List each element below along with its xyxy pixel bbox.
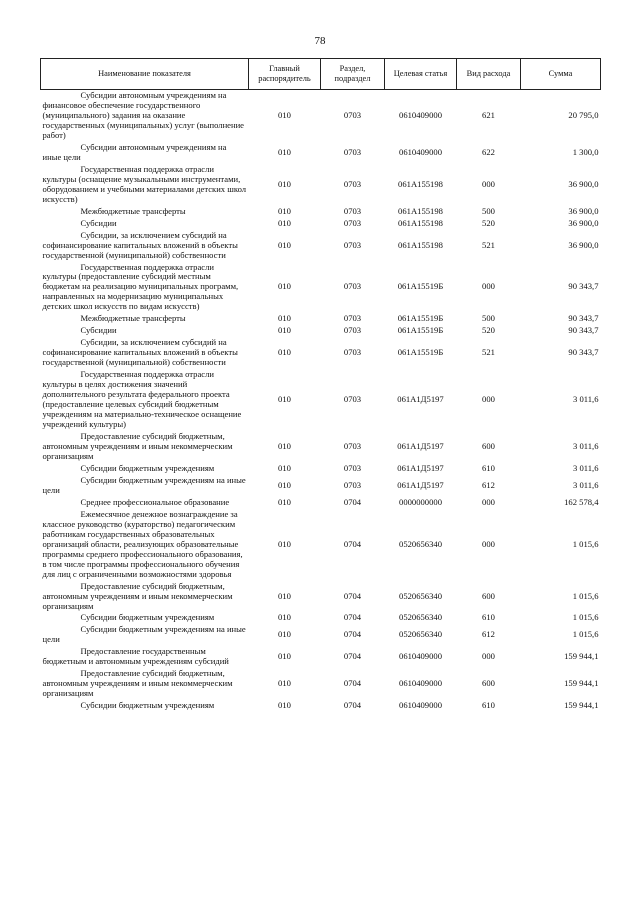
row-name: Предоставление государственным бюджетным и автономным учреждениям субсидий: [42, 646, 229, 667]
row-manager: 010: [278, 462, 291, 473]
row-target: 061А155198: [398, 178, 443, 189]
table-row: [41, 325, 601, 337]
row-target: 061А155198: [398, 205, 443, 216]
row-section: 0703: [343, 394, 362, 405]
row-name: Предоставление субсидий бюджетным, автономным учреждениям и иным некоммерческим организациям: [42, 668, 233, 699]
row-target: 0520656340: [399, 612, 442, 623]
row-sum: 90 343,7: [568, 313, 599, 324]
row-manager: 010: [278, 629, 291, 640]
row-manager: 010: [278, 538, 291, 549]
row-section: 0703: [343, 479, 362, 490]
row-target: 061А15519Б: [397, 281, 444, 292]
row-manager: 010: [278, 347, 291, 358]
row-type: 520: [482, 217, 495, 228]
row-manager: 010: [278, 394, 291, 405]
table-row: [41, 337, 601, 369]
row-target: 0520656340: [399, 629, 442, 640]
table-body: [41, 90, 601, 713]
table-row: [41, 509, 601, 581]
table-row: [41, 497, 601, 509]
row-manager: 010: [278, 146, 291, 157]
row-target: 061А1Д5197: [397, 462, 444, 473]
table-row: [41, 463, 601, 475]
table-row: [41, 206, 601, 218]
row-sum: 3 011,6: [573, 479, 599, 490]
row-manager: 010: [278, 651, 291, 662]
table-row: [41, 230, 601, 262]
header-manager: Главный распорядитель: [249, 59, 321, 90]
row-sum: 162 578,4: [564, 496, 599, 507]
row-name: Субсидии: [80, 325, 117, 336]
row-manager: 010: [278, 178, 291, 189]
row-manager: 010: [278, 217, 291, 228]
row-section: 0704: [343, 612, 362, 623]
row-manager: 010: [278, 612, 291, 623]
row-section: 0703: [343, 146, 362, 157]
row-type: 000: [482, 651, 495, 662]
row-manager: 010: [278, 479, 291, 490]
row-type: 622: [482, 146, 495, 157]
row-section: 0703: [343, 205, 362, 216]
row-type: 000: [482, 281, 495, 292]
row-target: 061А15519Б: [397, 313, 444, 324]
row-type: 000: [482, 496, 495, 507]
table-row: [41, 668, 601, 700]
row-sum: 1 015,6: [572, 612, 599, 623]
row-target: 0610409000: [399, 678, 442, 689]
table-row: [41, 581, 601, 613]
row-manager: 010: [278, 440, 291, 451]
row-target: 061А155198: [398, 217, 443, 228]
row-target: 061А1Д5197: [397, 440, 444, 451]
row-type: 610: [482, 462, 495, 473]
row-sum: 36 900,0: [568, 217, 599, 228]
row-name: Субсидии бюджетным учреждениям на иные цели: [42, 474, 246, 495]
header-section: Раздел, подраздел: [321, 59, 385, 90]
table-row: [41, 475, 601, 497]
row-name: Субсидии автономным учреждениям на иные цели: [42, 141, 227, 162]
row-target: 0610409000: [399, 109, 442, 120]
row-section: 0703: [343, 325, 362, 336]
header-name: Наименование показателя: [41, 59, 249, 90]
row-manager: 010: [278, 109, 291, 120]
row-type: 612: [482, 629, 495, 640]
table-row: [41, 262, 601, 314]
row-target: 061А1Д5197: [397, 394, 444, 405]
row-target: 0520656340: [399, 538, 442, 549]
table-row: [41, 142, 601, 164]
row-name: Субсидии бюджетным учреждениям: [80, 700, 215, 711]
row-target: 0000000000: [399, 496, 442, 507]
row-section: 0703: [343, 109, 362, 120]
table-row: [41, 646, 601, 668]
table-row: [41, 313, 601, 325]
table-row: [41, 164, 601, 206]
row-section: 0704: [343, 651, 362, 662]
row-target: 061А15519Б: [397, 325, 444, 336]
row-name: Межбюджетные трансферты: [80, 205, 186, 216]
row-sum: 159 944,1: [564, 700, 599, 711]
header-type: Вид расхода: [457, 59, 521, 90]
table-row: [41, 700, 601, 712]
row-name: Среднее профессиональное образование: [80, 496, 230, 507]
row-section: 0704: [343, 496, 362, 507]
row-type: 000: [482, 178, 495, 189]
row-section: 0703: [343, 462, 362, 473]
row-target: 0610409000: [399, 146, 442, 157]
header-target: Целевая статья: [385, 59, 457, 90]
row-sum: 36 900,0: [568, 239, 599, 250]
row-section: 0704: [343, 678, 362, 689]
row-section: 0704: [343, 538, 362, 549]
row-section: 0703: [343, 239, 362, 250]
table-row: [41, 612, 601, 624]
row-section: 0703: [343, 217, 362, 228]
row-type: 621: [482, 109, 495, 120]
row-name: Субсидии, за исключением субсидий на софинансирование капитальных вложений в объекты государственной (муниципальной) собственности: [42, 229, 238, 260]
row-section: 0703: [343, 313, 362, 324]
row-sum: 3 011,6: [573, 462, 599, 473]
row-section: 0703: [343, 440, 362, 451]
row-sum: 1 015,6: [572, 590, 599, 601]
row-name: Ежемесячное денежное вознаграждение за классное руководство (кураторство) педагогическим работникам государственных образовательных организаций области, реализующих образовательные программы среднего профессионального образования, в том числе программы профессионального обучения для лиц с ограниченными возможностями здоровья: [42, 508, 243, 579]
row-type: 000: [482, 394, 495, 405]
row-manager: 010: [278, 590, 291, 601]
table-header: [41, 59, 601, 90]
row-manager: 010: [278, 313, 291, 324]
row-type: 521: [482, 239, 495, 250]
row-type: 612: [482, 479, 495, 490]
row-manager: 010: [278, 239, 291, 250]
row-sum: 90 343,7: [568, 347, 599, 358]
row-name: Государственная поддержка отрасли культуры (предоставление субсидий местным бюджетам на реализацию муниципальных программ, направленных на модернизацию муниципальных детских школ искусств по видам искусств): [42, 261, 239, 312]
row-target: 0520656340: [399, 590, 442, 601]
row-name: Субсидии: [80, 217, 117, 228]
row-name: Государственная поддержка отрасли культуры (оснащение музыкальными инструментами, оборудованием и учебными материалами детских школ искусств): [42, 163, 247, 204]
row-sum: 3 011,6: [573, 440, 599, 451]
row-type: 600: [482, 590, 495, 601]
row-type: 500: [482, 313, 495, 324]
row-target: 0610409000: [399, 651, 442, 662]
row-sum: 1 015,6: [572, 629, 599, 640]
row-sum: 20 795,0: [568, 109, 599, 120]
row-name: Государственная поддержка отрасли культуры в целях достижения значений дополнительного результата федерального проекта (предоставление целевых субсидий бюджетным учреждениям на материально-техническое оснащение учреждений культуры): [42, 369, 242, 430]
row-section: 0704: [343, 590, 362, 601]
row-name: Предоставление субсидий бюджетным, автономным учреждениям и иным некоммерческим организациям: [42, 431, 233, 461]
row-sum: 3 011,6: [573, 394, 599, 405]
row-manager: 010: [278, 325, 291, 336]
row-type: 610: [482, 612, 495, 623]
budget-table: [40, 58, 601, 712]
row-name: Субсидии бюджетным учреждениям: [80, 462, 215, 473]
row-type: 500: [482, 205, 495, 216]
table-row: [41, 369, 601, 431]
row-sum: 159 944,1: [564, 678, 599, 689]
row-type: 000: [482, 538, 495, 549]
table-row: [41, 90, 601, 142]
row-sum: 1 015,6: [572, 538, 599, 549]
row-target: 061А1Д5197: [397, 479, 444, 490]
row-type: 521: [482, 347, 495, 358]
row-manager: 010: [278, 281, 291, 292]
row-section: 0703: [343, 281, 362, 292]
header-row: [41, 59, 601, 90]
row-sum: 1 300,0: [572, 146, 599, 157]
row-name: Субсидии, за исключением субсидий на софинансирование капитальных вложений в объекты государственной (муниципальной) собственности: [42, 337, 238, 368]
row-name: Межбюджетные трансферты: [80, 313, 186, 324]
row-sum: 36 900,0: [568, 205, 599, 216]
row-target: 0610409000: [399, 700, 442, 711]
row-sum: 36 900,0: [568, 178, 599, 189]
row-section: 0704: [343, 629, 362, 640]
table-row: [41, 218, 601, 230]
table-row: [41, 431, 601, 463]
row-target: 061А15519Б: [397, 347, 444, 358]
row-section: 0703: [343, 178, 362, 189]
row-type: 600: [482, 440, 495, 451]
row-manager: 010: [278, 678, 291, 689]
row-section: 0703: [343, 347, 362, 358]
page-number: 78: [314, 35, 326, 47]
row-sum: 90 343,7: [568, 325, 599, 336]
row-name: Субсидии автономным учреждениям на финансовое обеспечение государственного (муниципального) задания на оказание государственных (муниципальных) услуг (выполнение работ): [42, 90, 244, 140]
row-type: 610: [482, 700, 495, 711]
header-sum: Сумма: [521, 59, 601, 90]
table-row: [41, 624, 601, 646]
row-type: 600: [482, 678, 495, 689]
row-target: 061А155198: [398, 239, 443, 250]
row-manager: 010: [278, 205, 291, 216]
row-sum: 90 343,7: [568, 281, 599, 292]
row-manager: 010: [278, 496, 291, 507]
row-name: Субсидии бюджетным учреждениям: [80, 612, 215, 623]
row-name: Субсидии бюджетным учреждениям на иные цели: [42, 624, 246, 645]
row-type: 520: [482, 325, 495, 336]
row-manager: 010: [278, 700, 291, 711]
row-sum: 159 944,1: [564, 651, 599, 662]
row-section: 0704: [343, 700, 362, 711]
row-name: Предоставление субсидий бюджетным, автономным учреждениям и иным некоммерческим организациям: [42, 580, 233, 611]
